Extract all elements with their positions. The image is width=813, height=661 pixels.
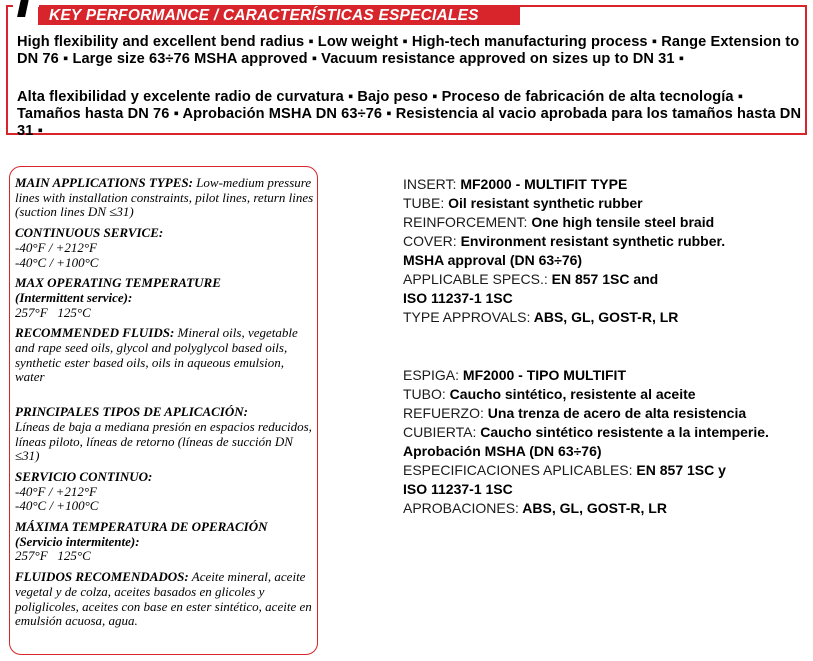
spec-refuerzo: REFUERZO: Una trenza de acero de alta resistencia [403, 405, 747, 421]
max-temp-en-label: MAX OPERATING TEMPERATURE [15, 275, 221, 291]
specs-english [403, 175, 813, 327]
applications-text [15, 176, 315, 629]
spec-type-approvals: TYPE APPROVALS: ABS, GL, GOST-R, LR [403, 309, 679, 325]
spec-espiga: ESPIGA: MF2000 - TIPO MULTIFIT [403, 367, 626, 383]
continuous-service-en-c: -40°C / +100°C [15, 254, 99, 270]
recommended-fluids-es: FLUIDOS RECOMENDADOS: Aceite mineral, aceite vegetal y de colza, aceites basados en glicoles y poliglicoles, aceites con base en ester sintético, aceite en emulsión acuosa, agua. [15, 569, 312, 629]
continuous-service-es-c: -40°C / +100°C [15, 498, 99, 514]
continuous-service-es-label: SERVICIO CONTINUO: [15, 468, 153, 484]
main-applications-es-label: PRINCIPALES TIPOS DE APLICACIÓN: [15, 404, 248, 420]
spec-cubierta: CUBIERTA: Caucho sintético resistente a la intemperie. [403, 424, 769, 440]
spec-especificaciones-iso: ISO 11237-1 1SC [403, 481, 513, 497]
spec-tubo: TUBO: Caucho sintético, resistente al aceite [403, 386, 696, 402]
max-temp-es-label: MÁXIMA TEMPERATURA DE OPERACIÓN [15, 519, 268, 535]
spec-insert: INSERT: MF2000 - MULTIFIT TYPE [403, 176, 628, 192]
continuous-service-en-f: -40°F / +212°F [15, 239, 97, 255]
spec-especificaciones: ESPECIFICACIONES APLICABLES: EN 857 1SC y [403, 462, 726, 478]
spec-tube: TUBE: Oil resistant synthetic rubber [403, 195, 643, 211]
spec-cubierta-aprobacion: Aprobación MSHA (DN 63÷76) [403, 443, 602, 459]
specs-spanish [403, 366, 813, 518]
spec-aprobaciones: APROBACIONES: ABS, GL, GOST-R, LR [403, 500, 667, 516]
max-temp-en-sub: (Intermittent service): [15, 289, 133, 305]
key-performance-english: High flexibility and excellent bend radius ▪ Low weight ▪ High-tech manufacturing process ▪ Range Extension to DN 76 ▪ Large size 63÷76 MSHA approved ▪ Vacuum resistance approved on sizes up to DN 31 ▪ [17, 34, 800, 67]
spec-cover: COVER: Environment resistant synthetic rubber. [403, 233, 726, 249]
key-performance-title: KEY PERFORMANCE / CARACTERÍSTICAS ESPECIALES [49, 7, 479, 24]
continuous-service-en-label: CONTINUOUS SERVICE: [15, 225, 164, 241]
max-temp-es-value: 257°F 125°C [15, 548, 91, 564]
main-applications-es-text: Líneas de baja a mediana presión en espacios reducidos, líneas piloto, líneas de retorno (líneas de succión DN ≤31) [15, 418, 312, 464]
key-performance-spanish: Alta flexibilidad y excelente radio de curvatura ▪ Bajo peso ▪ Proceso de fabricación de alta tecnología ▪ Tamaños hasta DN 76 ▪ Aprobación MSHA DN 63÷76 ▪ Resistencia al vacio aprobada para los tamaños hasta DN 31 ▪ [17, 89, 802, 139]
spec-cover-approval: MSHA approval (DN 63÷76) [403, 252, 583, 268]
main-applications-en: MAIN APPLICATIONS TYPES: Low-medium pressure lines with installation constraints, pilot lines, return lines (suction lines DN ≤31) [15, 175, 314, 220]
spec-reinforcement: REINFORCEMENT: One high tensile steel braid [403, 214, 715, 230]
spec-applicable-specs-iso: ISO 11237-1 1SC [403, 290, 513, 306]
exclamation-icon [13, 1, 39, 21]
continuous-service-es-f: -40°F / +212°F [15, 483, 97, 499]
max-temp-es-sub: (Servicio intermitente): [15, 533, 140, 549]
spec-applicable-specs: APPLICABLE SPECS.: EN 857 1SC and [403, 271, 659, 287]
max-temp-en-value: 257°F 125°C [15, 304, 91, 320]
recommended-fluids-en: RECOMMENDED FLUIDS: Mineral oils, vegetable and rape seed oils, glycol and polyglycol based oils, synthetic ester based oils, oils in aqueous emulsion, water [15, 325, 298, 385]
key-performance-box [6, 5, 807, 139]
